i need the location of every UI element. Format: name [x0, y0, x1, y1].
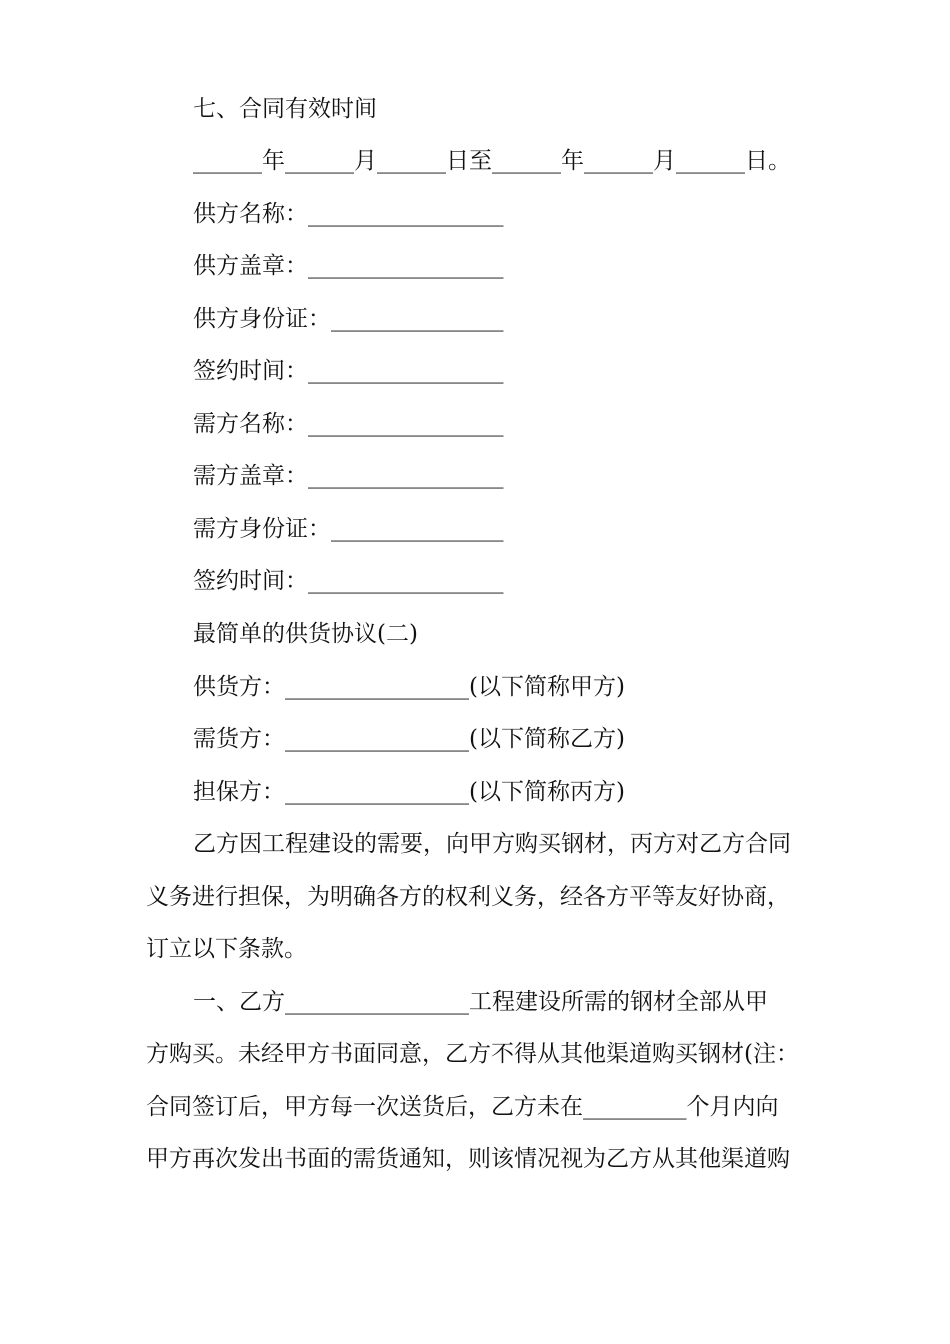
guarantor-party-line: 担保方：________________(以下简称丙方) [193, 779, 625, 805]
clause-1-line-1: 一、乙方________________工程建设所需的钢材全部从甲 [193, 989, 768, 1015]
clause-1-line-2: 方购买。未经甲方书面同意，乙方不得从其他渠道购买钢材(注： [146, 1041, 799, 1067]
validity-date-range: ______年______月______日至______年______月______日。 [193, 148, 791, 174]
buyer-party-line: 需货方：________________(以下简称乙方) [193, 726, 625, 752]
clause-1-line-4: 甲方再次发出书面的需货通知，则该情况视为乙方从其他渠道购 [146, 1146, 790, 1172]
agreement-title: 最简单的供货协议(二) [193, 621, 418, 647]
supplier-id-line: 供方身份证：_______________ [193, 306, 504, 332]
buyer-name-line: 需方名称：_________________ [193, 411, 504, 437]
supplier-name-line: 供方名称：_________________ [193, 201, 504, 227]
buyer-id-line: 需方身份证：_______________ [193, 516, 504, 542]
section-heading-validity: 七、合同有效时间 [193, 96, 377, 122]
buyer-seal-line: 需方盖章：_________________ [193, 463, 504, 489]
supplier-seal-line: 供方盖章：_________________ [193, 253, 504, 279]
supplier-party-line: 供货方：________________(以下简称甲方) [193, 674, 625, 700]
supplier-sign-date-line: 签约时间：_________________ [193, 358, 504, 384]
clause-1-line-3: 合同签订后，甲方每一次送货后，乙方未在_________个月内向 [146, 1094, 779, 1120]
buyer-sign-date-line: 签约时间：_________________ [193, 568, 504, 594]
preamble-line-3: 订立以下条款。 [146, 936, 307, 962]
preamble-line-1: 乙方因工程建设的需要，向甲方购买钢材，丙方对乙方合同 [193, 831, 791, 857]
preamble-line-2: 义务进行担保，为明确各方的权利义务，经各方平等友好协商， [146, 884, 790, 910]
